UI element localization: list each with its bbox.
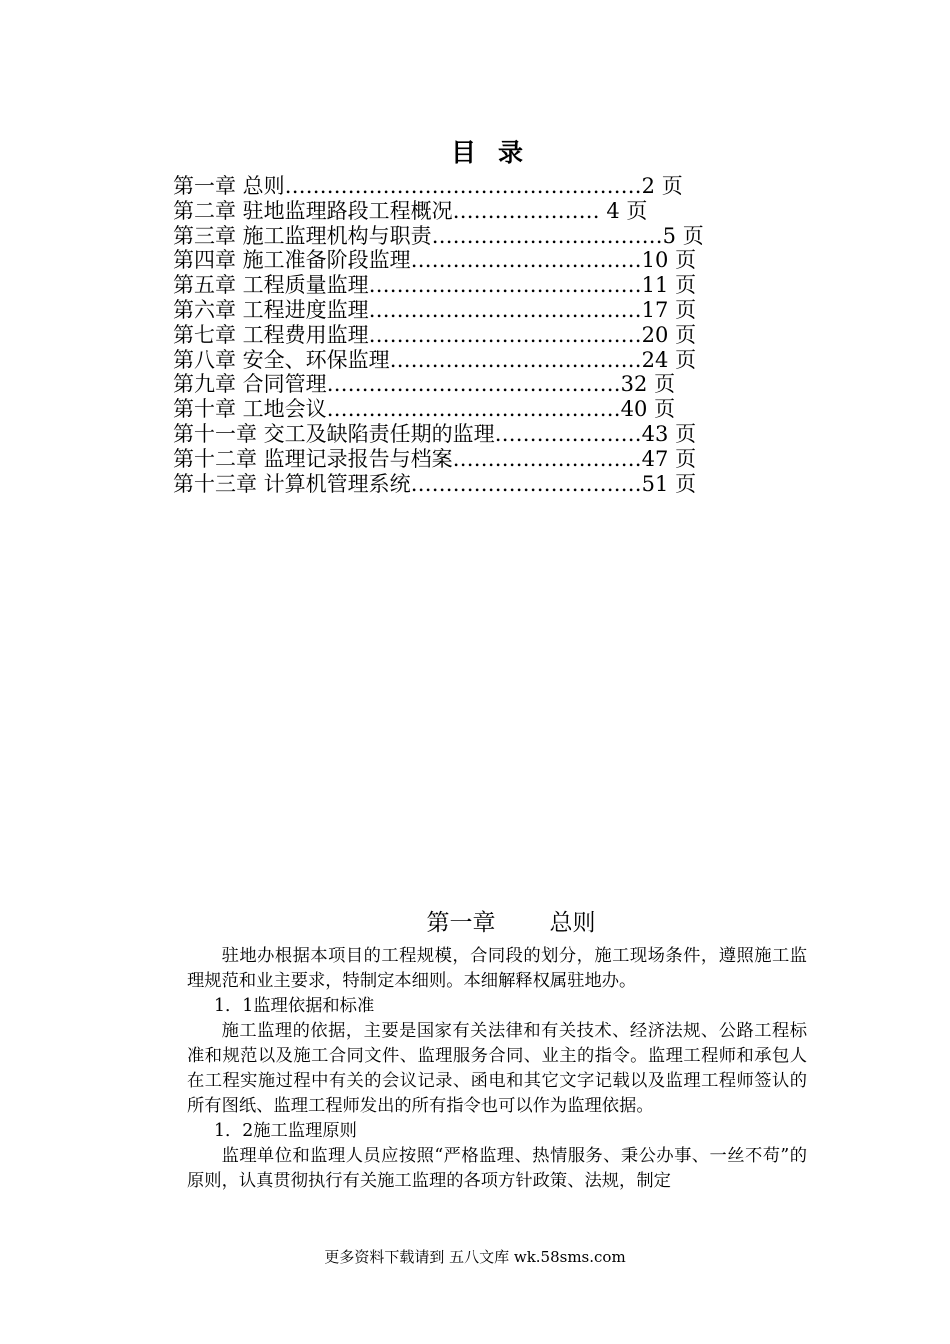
toc-entry: 第十章 工地会议……………………………………40 页: [173, 397, 676, 422]
toc-entry: 第三章 施工监理机构与职责……………………………5 页: [173, 223, 704, 248]
page-footer: 更多资料下载请到 五八文库 wk.58sms.com: [324, 1248, 626, 1266]
chapter-number: 第一章: [426, 910, 496, 936]
toc-entry: 第二章 驻地监理路段工程概况………………… 4 页: [173, 198, 648, 223]
table-of-contents: [173, 174, 733, 496]
toc-entry: 第八章 安全、环保监理………………………………24 页: [173, 347, 697, 372]
toc-entry: 第四章 施工准备阶段监理……………………………10 页: [173, 248, 697, 273]
section-heading: 1．2施工监理原则: [214, 1121, 357, 1141]
chapter-title: 总则: [549, 910, 596, 936]
toc-entry: 第六章 工程进度监理…………………………………17 页: [173, 297, 697, 322]
toc-entry: 第七章 工程费用监理…………………………………20 页: [173, 322, 697, 347]
intro-paragraph: 驻地办根据本项目的工程规模，合同段的划分，施工现场条件，遵照施工监理规范和业主要求，特制定本细则。本细解释权属驻地办。: [187, 946, 807, 991]
chapter-heading: [0, 904, 950, 937]
section-heading: 1．1监理依据和标准: [214, 996, 375, 1016]
chapter-body: [187, 944, 807, 1194]
toc-title: 目录: [450, 138, 545, 167]
toc-entry: 第九章 合同管理……………………………………32 页: [173, 372, 676, 397]
section-paragraph: 监理单位和监理人员应按照“严格监理、热情服务、秉公办事、一丝不苟”的原则，认真贯彻执行有关施工监理的各项方针政策、法规，制定: [187, 1146, 807, 1191]
toc-entry: 第十二章 监理记录报告与档案………………………47 页: [173, 446, 697, 471]
toc-entry: 第一章 总则……………………………………………2 页: [173, 174, 683, 198]
toc-entry: 第十三章 计算机管理系统……………………………51 页: [173, 471, 697, 496]
toc-entry: 第五章 工程质量监理…………………………………11 页: [173, 273, 697, 298]
toc-entry: 第十一章 交工及缺陷责任期的监理…………………43 页: [173, 421, 697, 446]
section-paragraph: 施工监理的依据，主要是国家有关法律和有关技术、经济法规、公路工程标准和规范以及施工合同文件、监理服务合同、业主的指令。监理工程师和承包人在工程实施过程中有关的会议记录、函电和其它文字记载以及监理工程师签认的所有图纸、监理工程师发出的所有指令也可以作为监理依据。: [187, 1021, 807, 1116]
